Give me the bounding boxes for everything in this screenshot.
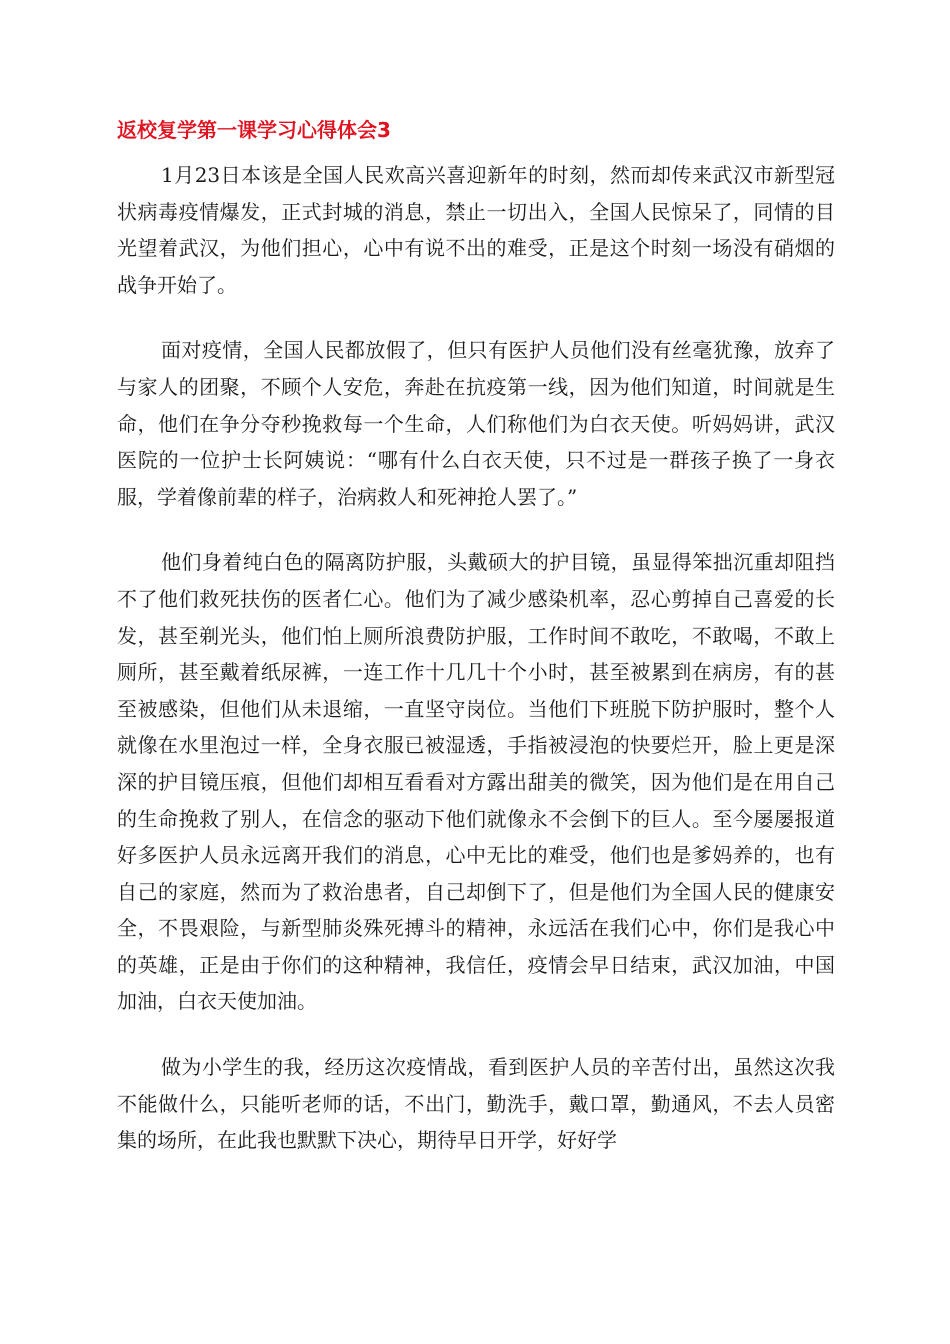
document-title: 返校复学第一课学习心得体会3 bbox=[117, 118, 391, 142]
paragraph-1: 1月23日本该是全国人民欢高兴喜迎新年的时刻，然而却传来武汉市新型冠状病毒疫情爆发，正式封城的消息，禁止一切出入，全国人民惊呆了，同情的目光望着武汉，为他们担心，心中有说不出的难受，正是这个时刻一场没有硝烟的战争开始了。 bbox=[117, 163, 835, 297]
document-body bbox=[117, 157, 835, 1188]
paragraph-3: 他们身着纯白色的隔离防护服，头戴硕大的护目镜，虽显得笨拙沉重却阻挡不了他们救死扶伤的医者仁心。他们为了减少感染机率，忍心剪掉自己喜爱的长发，甚至剃光头，他们怕上厕所浪费防护服，工作时间不敢吃，不敢喝，不敢上厕所，甚至戴着纸尿裤，一连工作十几几十个小时，甚至被累到在病房，有的甚至被感染，但他们从未退缩，一直坚守岗位。当他们下班脱下防护服时，整个人就像在水里泡过一样，全身衣服已被湿透，手指被浸泡的快要烂开，脸上更是深深的护目镜压痕，但他们却相互看看对方露出甜美的微笑，因为他们是在用自己的生命挽救了别人，在信念的驱动下他们就像永不会倒下的巨人。至今屡屡报道好多医护人员永远离开我们的消息，心中无比的难受，他们也是爹妈养的，也有自己的家庭，然而为了救治患者，自己却倒下了，但是他们为全国人民的健康安全，不畏艰险，与新型肺炎殊死搏斗的精神，永远活在我们心中，你们是我心中的英雄，正是由于你们的这种精神，我信任，疫情会早日结束，武汉加油，中国加油，白衣天使加油。 bbox=[117, 550, 835, 1014]
paragraph-4: 做为小学生的我，经历这次疫情战，看到医护人员的辛苦付出，虽然这次我不能做什么，只能听老师的话，不出门，勤洗手，戴口罩，勤通风，不去人员密集的场所，在此我也默默下决心，期待早日开学，好好学 bbox=[117, 1055, 835, 1153]
paragraph-2: 面对疫情，全国人民都放假了，但只有医护人员他们没有丝毫犹豫，放弃了与家人的团聚，不顾个人安危，奔赴在抗疫第一线，因为他们知道，时间就是生命，他们在争分夺秒挽救每一个生命，人们称他们为白衣天使。听妈妈讲，武汉医院的一位护士长阿姨说：“哪有什么白衣天使，只不过是一群孩子换了一身衣服，学着像前辈的样子，治病救人和死神抢人罢了。” bbox=[117, 338, 835, 509]
